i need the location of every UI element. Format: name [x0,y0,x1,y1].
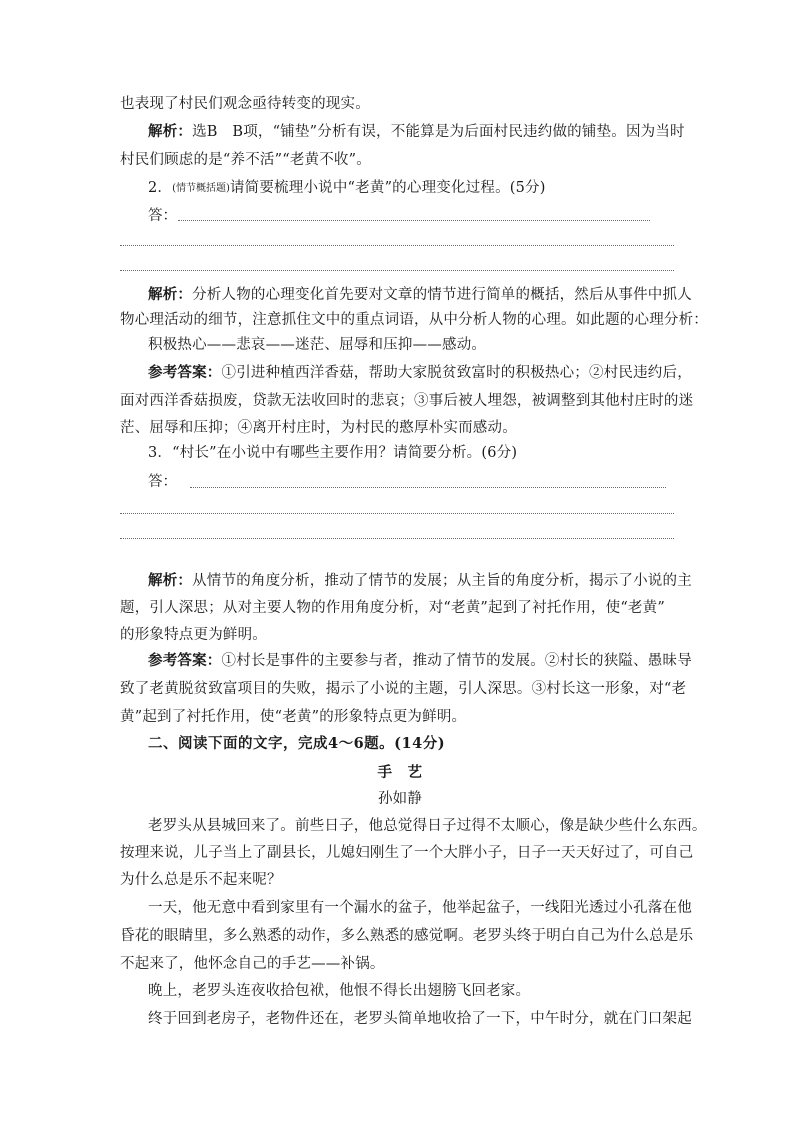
article-title: 手 艺 [377,764,423,781]
text-line: 晚上，老罗头连夜收拾包袱，他恨不得长出翅膀飞回老家。 [148,983,531,999]
text-line: 物心理活动的细节，注意抓住文中的重点词语，从中分析人物的心理。如此题的心理分析： [120,312,708,328]
text-line: 题，引人深思；从对主要人物的作用角度分析，对“老黄”起到了衬托作用，使“老黄” [120,600,665,616]
analysis-paragraph-3 [148,571,692,591]
analysis-label: 解析： [148,286,193,303]
reference-answer-3 [148,651,692,671]
question-2 [148,178,680,199]
reference-answer-label: 参考答案： [148,364,222,381]
analysis-paragraph-1 [148,122,685,142]
reference-answer-label: 参考答案： [148,652,222,669]
section-heading: 二、阅读下面的文字，完成4～6题。(14分) [148,735,446,752]
question-3: 3．“村长”在小说中有哪些主要作用？请简要分析。(6分) [148,445,518,461]
answer-label: 答： [148,474,177,490]
answer-blank-line[interactable] [178,220,650,221]
text-line: 积极热心——悲哀——迷茫、屈辱和压抑——感动。 [148,337,487,353]
answer-blank-line[interactable] [120,245,674,246]
question-type-tag: (情节概括题) [172,183,230,194]
text-line: 黄”起到了衬托作用，使“老黄”的形象特点更为鲜明。 [120,709,467,725]
text-line: 老罗头从县城回来了。前些日子，他总觉得日子过得不太顺心，像是缺少些什么东西。 [148,818,707,834]
answer-blank-line[interactable] [190,487,666,488]
text-line: ①引进种植西洋香菇，帮助大家脱贫致富时的积极热心；②村民违约后， [221,365,692,381]
question-number: 2． [148,180,173,196]
text-line: 终于回到老房子，老物件还在，老罗头简单地收拾了一下，中午时分，就在门口架起 [148,1011,692,1027]
answer-blank-line[interactable] [120,513,674,514]
text-line: 昏花的眼睛里，多么熟悉的动作，多么熟悉的感觉啊。老罗头终于明白自己为什么总是乐 [120,928,694,944]
text-line: 不起来了，他怀念自己的手艺——补锅。 [120,956,385,972]
text-line: ①村长是事件的主要参与者，推动了情节的发展。②村长的狭隘、愚昧导 [221,653,692,669]
reference-answer-2 [148,363,692,383]
text-line: 分析人物的心理变化首先要对文章的情节进行简单的概括，然后从事件中抓人 [192,287,692,303]
answer-blank-line[interactable] [120,270,674,271]
article-author: 孙如静 [377,791,423,807]
analysis-label: 解析： [148,572,193,589]
analysis-label: 解析： [148,123,193,140]
text-line: 致了老黄脱贫致富项目的失败，揭示了小说的主题，引人深思。③村长这一形象，对“老 [120,681,687,697]
answer-label: 答： [148,208,177,224]
text-line: 村民们顾虑的是“养不活”“老黄不收”。 [120,152,371,168]
text-line: 从情节的角度分析，推动了情节的发展；从主旨的角度分析，揭示了小说的主 [192,573,692,589]
text-line: 的形象特点更为鲜明。 [120,627,267,643]
analysis-paragraph-2 [148,285,692,305]
text-line: 也表现了村民们观念亟待转变的现实。 [120,96,370,112]
text-line: 选B B项，“铺垫”分析有误，不能算是为后面村民违约做的铺垫。因为当时 [192,124,685,140]
question-text: 请简要梳理小说中“老黄”的心理变化过程。(5分) [229,180,546,196]
text-line: 为什么总是乐不起来呢？ [120,872,282,888]
text-line: 面对西洋香菇损废，贷款无法收回时的悲哀；③事后被人埋怨，被调整到其他村庄时的迷 [120,393,694,409]
text-line: 按理来说，儿子当上了副县长，儿媳妇刚生了一个大胖小子，日子一天天好过了，可自己 [120,845,694,861]
answer-blank-line[interactable] [120,538,674,539]
text-line: 茫、屈辱和压抑；④离开村庄时，为村民的憨厚朴实而感动。 [120,420,517,436]
text-line: 一天，他无意中看到家里有一个漏水的盆子，他举起盆子，一线阳光透过小孔落在他 [148,900,692,916]
